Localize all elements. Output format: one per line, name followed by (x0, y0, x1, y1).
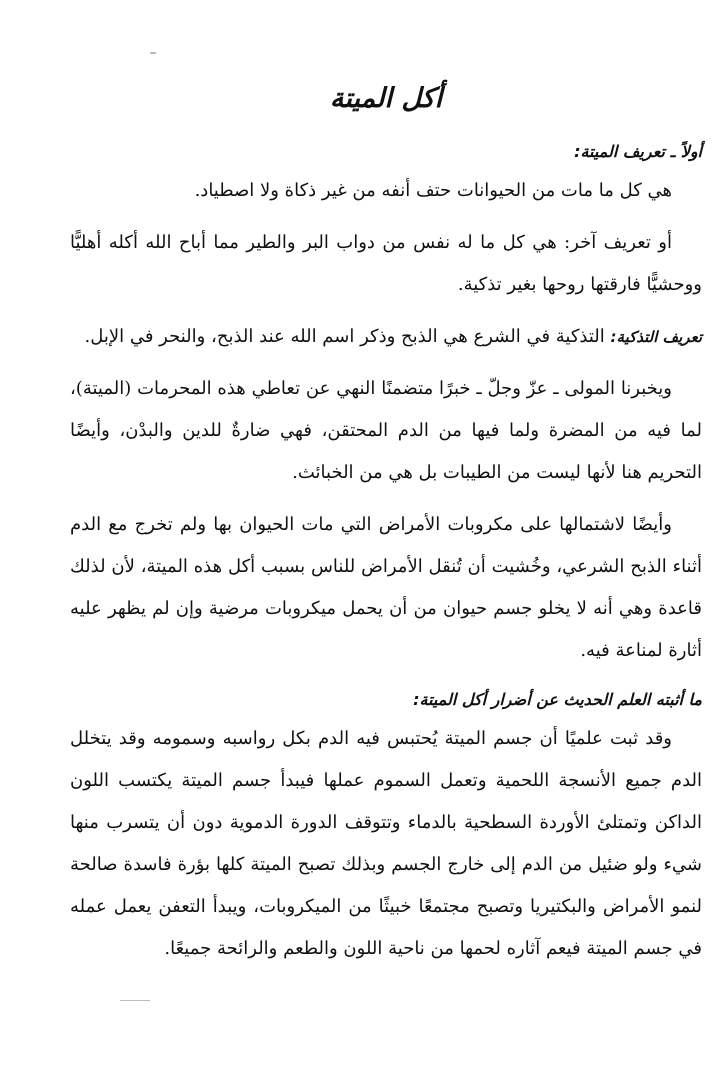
paragraph-definition-2: أو تعريف آخر: هي كل ما له نفس من دواب البر والطير مما أباح الله أكله أهليًّا ووحشيًّا فارقتها روحها بغير تذكية. (70, 232, 702, 295)
tadhkiya-label: تعريف التذكية: (610, 328, 702, 346)
scan-speck (120, 1000, 150, 1001)
page-title: أكل الميتة (329, 83, 443, 114)
paragraph-tadhkiya-definition (70, 316, 702, 358)
section-heading-definition: أولاً ـ تعريف الميتة: (574, 142, 702, 161)
tadhkiya-text: التذكية في الشرع هي الذبح وذكر اسم الله عند الذبح، والنحر في الإبل. (84, 326, 605, 347)
scan-speck (150, 52, 156, 54)
document-page (70, 76, 702, 980)
section-modern-science (70, 682, 702, 970)
paragraph-disease-germs: وأيضًا لاشتمالها على مكروبات الأمراض التي مات الحيوان بها ولم تخرج مع الدم أثناء الذبح الشرعي، وخُشيت أن تُنقل الأمراض للناس بسبب أكل هذه الميتة، لأن لذلك قاعدة وهي أنه لا يخلو جسم حيوان من أن يحمل ميكروبات مرضية وإن لم يظهر عليه أثارة لمناعة فيه. (70, 514, 702, 661)
section-definition-of-carrion (70, 134, 702, 306)
paragraph-definition-1: هي كل ما مات من الحيوانات حتف أنفه من غير ذكاة ولا اصطياد. (194, 180, 672, 201)
paragraph-modern-science: وقد ثبت علميًا أن جسم الميتة يُحتبس فيه الدم بكل رواسبه وسمومه وقد يتخلل الدم جميع الأنسجة اللحمية وتعمل السموم عملها فيبدأ جسم الميتة يكتسب اللون الداكن وتمتلئ الأوردة السطحية بالدماء وتتوقف الدورة الدموية دون أن يتسرب منها شيء ولو ضئيل من الدم إلى خارج الجسم وبذلك تصبح الميتة كلها بؤرة فاسدة صالحة لنمو الأمراض والبكتيريا وتصبح مجتمعًا خبيثًا من الميكروبات، ويبدأ التعفن يعمل عمله في جسم الميتة فيعم آثاره لحمها من ناحية اللون والطعم والرائحة جميعًا. (70, 728, 702, 959)
paragraph-prohibition: ويخبرنا المولى ـ عزّ وجلّ ـ خبرًا متضمنًا النهي عن تعاطي هذه المحرمات (الميتة)، لما فيه من المضرة ولما فيها من الدم المحتقن، فهي ضارةٌ للدين والبدْن، وأيضًا التحريم هنا لأنها ليست من الطيبات بل هي من الخبائث. (70, 378, 702, 483)
section-heading-modern-science: ما أثبته العلم الحديث عن أضرار أكل الميتة: (413, 690, 702, 709)
